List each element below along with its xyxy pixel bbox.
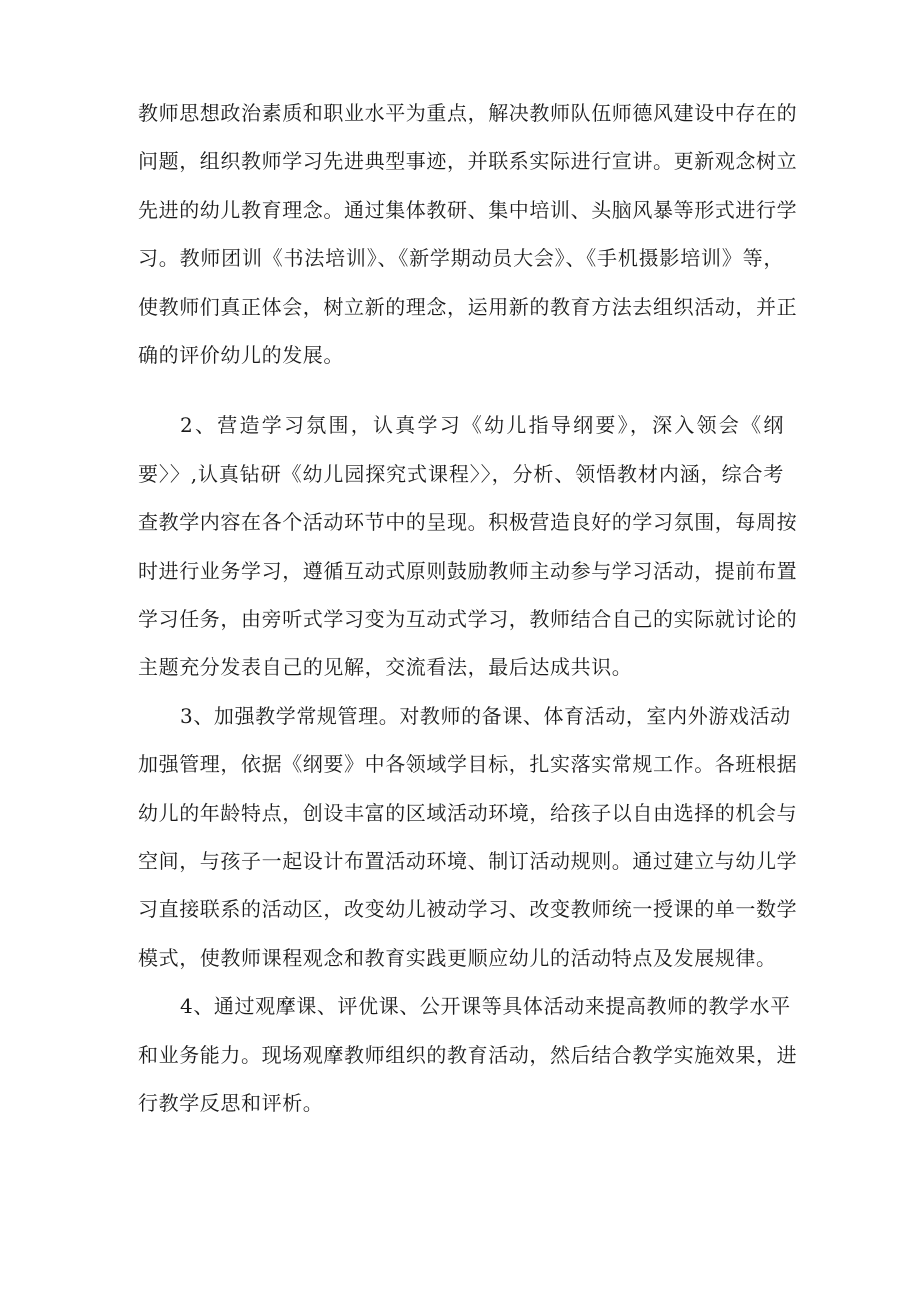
text-line: 教师思想政治素质和职业水平为重点，解决教师队伍师德风建设中存在的: [138, 101, 798, 125]
text-line: 和业务能力。现场观摩教师组织的教育活动，然后结合教学实施效果，进: [138, 1043, 798, 1067]
text-line: 查教学内容在各个活动环节中的呈现。积极营造良好的学习氛围，每周按: [138, 510, 798, 534]
paragraph-2-first-line: 2、营造学习氛围，认真学习《幼儿指导纲要》，深入领会《纲: [180, 413, 784, 437]
text-line: 行教学反思和评析。: [138, 1091, 324, 1115]
text-line: 要〉〉,认真钻研《幼儿园探究式课程〉〉，分析、领悟教材内涵，综合考: [138, 462, 784, 486]
text-line: 幼儿的年龄特点，创设丰富的区域活动环境，给孩子以自由选择的机会与: [138, 801, 798, 825]
text-line: 问题，组织教师学习先进典型事迹，并联系实际进行宣讲。更新观念树立: [138, 149, 798, 173]
text-line: 主题充分发表自己的见解，交流看法，最后达成共识。: [138, 655, 633, 679]
text-line: 使教师们真正体会，树立新的理念，运用新的教育方法去组织活动，并正: [138, 295, 798, 319]
text-line: 先进的幼儿教育理念。通过集体教研、集中培训、头脑风暴等形式进行学: [138, 198, 798, 222]
text-line: 习直接联系的活动区，改变幼儿被动学习、改变教师统一授课的单一数学: [138, 897, 798, 921]
paragraph-4-first-line: 4、通过观摩课、评优课、公开课等具体活动来提高教师的教学水平: [180, 994, 791, 1018]
text-line: 学习任务，由旁听式学习变为互动式学习，教师结合自己的实际就讨论的: [138, 607, 798, 631]
text-line: 习。教师团训《书法培训》、《新学期动员大会》、《手机摄影培训》等，: [138, 246, 784, 270]
text-line: 加强管理，依据《纲要》中各领域学目标，扎实落实常规工作。各班根据: [138, 752, 798, 776]
paragraph-3-first-line: 3、加强教学常规管理。对教师的备课、体育活动，室内外游戏活动: [180, 704, 791, 728]
text-line: 空间，与孩子一起设计布置活动环境、制订活动规则。通过建立与幼儿学: [138, 849, 798, 873]
text-line: 确的评价幼儿的发展。: [138, 343, 344, 367]
text-line: 时进行业务学习，遵循互动式原则鼓励教师主动参与学习活动，提前布置: [138, 559, 798, 583]
text-line: 模式，使教师课程观念和教育实践更顺应幼儿的活动特点及发展规律。: [138, 946, 777, 970]
